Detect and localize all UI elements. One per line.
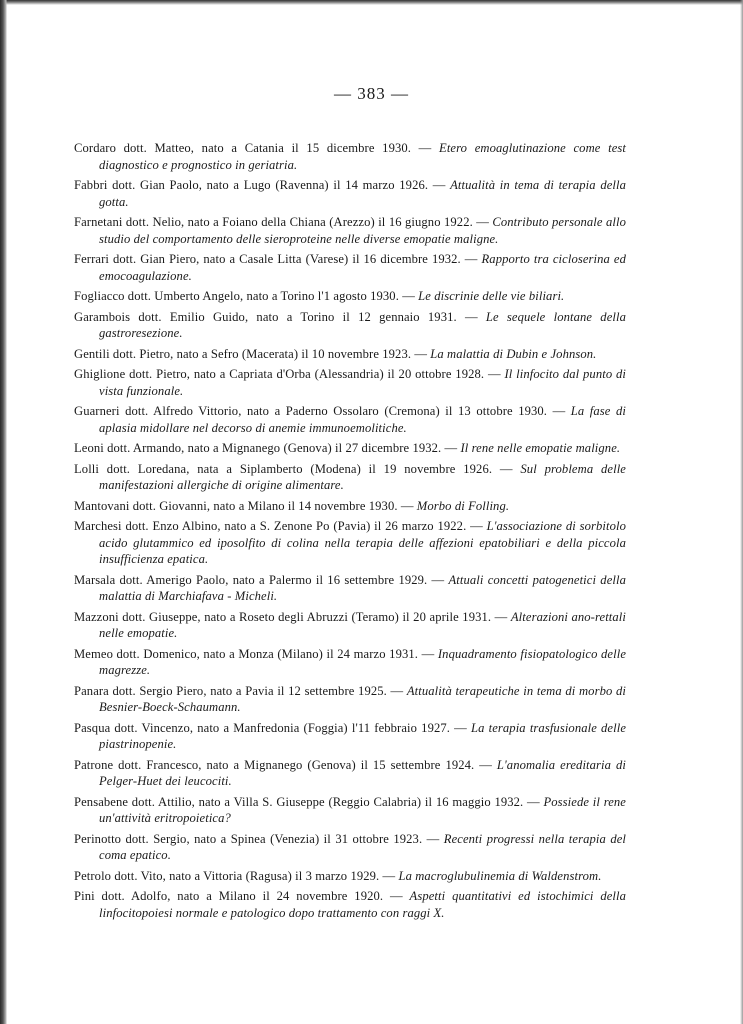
entry-title: Recenti progressi nella terapia del coma epatico. [99,831,627,862]
list-item [74,461,626,494]
entry-author: Farnetani dott. Nelio, nato a Foiano della Chiana (Arezzo) il 16 giugno 1922. — [74,215,489,229]
entry-author: Marchesi dott. Enzo Albino, nato a S. Zenone Po (Pavia) il 26 marzo 1922. — [74,519,483,533]
entry-author: Memeo dott. Domenico, nato a Monza (Milano) il 24 marzo 1931. — [74,646,435,661]
entry-title: Etero emoaglutinazione come test diagnostico e prognostico in geriatria. [99,141,627,172]
list-item [74,440,626,457]
list-item [74,366,626,399]
entry-title: L'anomalia ereditaria di Pelger-Huet dei leucociti. [99,757,626,788]
page-number: — 383 — [334,84,409,103]
entry-title: Morbo di Folling. [416,498,510,513]
entry-title: Contributo personale allo studio del comportamento delle sieroproteine nelle diverse emopatie maligne. [99,215,626,246]
entry-author: Cordaro dott. Matteo, nato a Catania il 15 dicembre 1930. — [74,141,432,155]
entry-title: La fase di aplasia midollare nel decorso di anemie immunoemolitiche. [99,404,626,435]
entry-title: Rapporto tra cicloserina ed emocoagulazione. [99,252,627,283]
entry-author: Leoni dott. Armando, nato a Mignanego (Genova) il 27 dicembre 1932. — [74,441,458,455]
list-item [74,868,626,885]
entry-title: La macroglubulinemia di Waldenstrom. [398,868,602,883]
entry-author: Guarneri dott. Alfredo Vittorio, nato a Paderno Ossolaro (Cremona) il 13 ottobre 1930. — [74,404,566,418]
entry-author: Pini dott. Adolfo, nato a Milano il 24 novembre 1920. — [74,889,403,903]
entry-title: Possiede il rene un'attività eritropoietica? [99,794,626,825]
entry-author: Petrolo dott. Vito, nato a Vittoria (Ragusa) il 3 marzo 1929. — [74,868,396,883]
entry-title: Aspetti quantitativi ed istochimici della linfocitopoiesi normale e patologico dopo trattamento con raggi X. [99,889,627,920]
entry-author: Perinotto dott. Sergio, nato a Spinea (Venezia) il 31 ottobre 1923. — [74,831,440,846]
entry-author: Garambois dott. Emilio Guido, nato a Torino il 12 gennaio 1931. — [74,309,478,324]
list-item [74,140,626,173]
entry-author: Fogliacco dott. Umberto Angelo, nato a Torino l'1 agosto 1930. — [74,289,415,303]
list-item [74,403,626,436]
list-item [74,177,626,210]
scan-top-edge [0,0,743,5]
entry-author: Pensabene dott. Attilio, nato a Villa S. Giuseppe (Reggio Calabria) il 16 maggio 1932. — [74,794,540,809]
list-item [74,518,626,568]
entry-author: Patrone dott. Francesco, nato a Mignanego (Genova) il 15 settembre 1924. — [74,757,492,772]
entry-title: L'associazione di sorbitolo acido glutammico ed iposolfito di colina nella terapia delle affezioni epatobiliari e della piccola insufficienza epatica. [99,519,627,566]
list-item [74,572,626,605]
entry-title: La terapia trasfusionale delle piastrinopenie. [99,720,627,751]
list-item [74,609,626,642]
entry-author: Fabbri dott. Gian Paolo, nato a Lugo (Ravenna) il 14 marzo 1926. — [74,178,446,192]
entry-title: Sul problema delle manifestazioni allergiche di origine alimentare. [99,461,626,492]
entry-author: Ghiglione dott. Pietro, nato a Capriata d'Orba (Alessandria) il 20 ottobre 1928. — [74,367,501,381]
list-item [74,346,626,363]
list-item [74,831,626,864]
list-item [74,214,626,247]
entry-title: Attualità in tema di terapia della gotta. [99,178,627,209]
entry-author: Mantovani dott. Giovanni, nato a Milano il 14 novembre 1930. — [74,498,414,513]
entry-title: La malattia di Dubin e Johnson. [430,346,597,361]
entry-title: Alterazioni ano-rettali nelle emopatie. [99,609,626,640]
list-item [74,288,626,305]
entry-author: Pasqua dott. Vincenzo, nato a Manfredonia (Foggia) l'11 febbraio 1927. — [74,720,467,735]
entry-title: Le discrinie delle vie biliari. [418,289,565,303]
entry-title: Inquadramento fisiopatologico delle magrezze. [99,646,627,677]
list-item [74,757,626,790]
entry-title: Le sequele lontane della gastroresezione. [99,309,626,340]
entry-title: Attuali concetti patogenetici della malattia di Marchiafava - Micheli. [99,572,626,603]
list-item [74,888,626,921]
entry-title: Il linfocito dal punto di vista funzionale. [99,367,627,398]
entry-author: Panara dott. Sergio Piero, nato a Pavia il 12 settembre 1925. — [74,683,404,698]
entry-author: Mazzoni dott. Giuseppe, nato a Roseto degli Abruzzi (Teramo) il 20 aprile 1931. — [74,609,508,624]
list-item [74,309,626,342]
list-item [74,683,626,716]
list-item [74,646,626,679]
list-item [74,498,626,515]
entry-author: Gentili dott. Pietro, nato a Sefro (Macerata) il 10 novembre 1923. — [74,346,428,361]
scan-left-edge [0,0,7,1024]
entry-author: Ferrari dott. Gian Piero, nato a Casale Litta (Varese) il 16 dicembre 1932. — [74,252,478,266]
entry-title: Attualità terapeutiche in tema di morbo di Besnier-Boeck-Schaumann. [99,683,626,714]
list-item [74,720,626,753]
entry-author: Lolli dott. Loredana, nata a Siplamberto (Modena) il 19 novembre 1926. — [74,461,513,476]
entry-list [74,140,626,925]
entry-author: Marsala dott. Amerigo Paolo, nato a Palermo il 16 settembre 1929. — [74,572,445,587]
list-item [74,794,626,827]
list-item [74,251,626,284]
entry-title: Il rene nelle emopatie maligne. [460,441,621,455]
